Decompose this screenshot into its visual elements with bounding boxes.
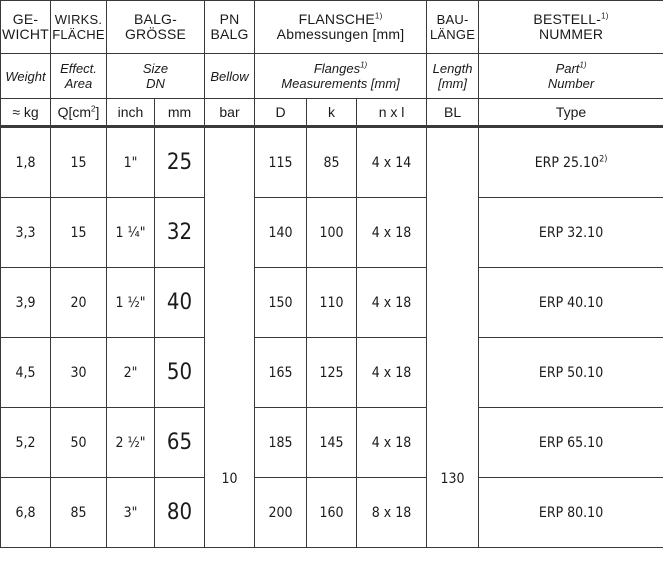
header-pn-en: Bellow <box>205 54 255 99</box>
cell-area: 50 <box>51 408 107 478</box>
cell-mm: 40 <box>155 268 205 338</box>
unit-bar: bar <box>205 99 255 127</box>
cell-inch: 1 ½" <box>107 268 155 338</box>
unit-mm: mm <box>155 99 205 127</box>
cell-area: 30 <box>51 338 107 408</box>
cell-d: 200 <box>255 478 307 548</box>
table-row <box>1 338 663 408</box>
header-pn: PN BALG <box>205 1 255 54</box>
header-order-en: Part$^{1)}$ Number <box>479 54 663 99</box>
header-length-en: Length [mm] <box>427 54 479 99</box>
cell-k: 160 <box>307 478 357 548</box>
table-row <box>1 408 663 478</box>
cell-type: ERP 32.10 <box>479 198 663 268</box>
cell-type: ERP 25.10$^{2)}$ <box>479 127 663 198</box>
cell-mm: 65 <box>155 408 205 478</box>
cell-nxl: 8 x 18 <box>357 478 427 548</box>
table-row <box>1 478 663 548</box>
cell-kg: 3,9 <box>1 268 51 338</box>
unit-nxl: n x l <box>357 99 427 127</box>
cell-type: ERP 40.10 <box>479 268 663 338</box>
cell-mm: 25 <box>155 127 205 198</box>
cell-inch: 2" <box>107 338 155 408</box>
cell-kg: 5,2 <box>1 408 51 478</box>
cell-d: 115 <box>255 127 307 198</box>
header-area: WIRKS. FLÄCHE <box>51 1 107 54</box>
header-weight: GE- WICHT <box>1 1 51 54</box>
table-row <box>1 268 663 338</box>
table-row <box>1 198 663 268</box>
unit-d: D <box>255 99 307 127</box>
cell-type: ERP 65.10 <box>479 408 663 478</box>
header-area-en: Effect. Area <box>51 54 107 99</box>
cell-type: ERP 80.10 <box>479 478 663 548</box>
header-size-en: Size DN <box>107 54 205 99</box>
header-length: BAU- LÄNGE <box>427 1 479 54</box>
cell-inch: 1" <box>107 127 155 198</box>
unit-type: Type <box>479 99 663 127</box>
cell-nxl: 4 x 18 <box>357 198 427 268</box>
cell-k: 145 <box>307 408 357 478</box>
cell-type: ERP 50.10 <box>479 338 663 408</box>
cell-mm: 32 <box>155 198 205 268</box>
cell-k: 85 <box>307 127 357 198</box>
cell-inch: 1 ¼" <box>107 198 155 268</box>
cell-k: 125 <box>307 338 357 408</box>
header-size: BALG- GRÖSSE <box>107 1 205 54</box>
cell-area: 15 <box>51 127 107 198</box>
cell-inch: 3" <box>107 478 155 548</box>
cell-area: 20 <box>51 268 107 338</box>
cell-area: 15 <box>51 198 107 268</box>
unit-area: $Q[cm^2]$ <box>51 99 107 127</box>
unit-bl: BL <box>427 99 479 127</box>
cell-d: 140 <box>255 198 307 268</box>
header-order: BESTELL-$^{1)}$ NUMMER <box>479 1 663 54</box>
header-weight-en: Weight <box>1 54 51 99</box>
cell-kg: 1,8 <box>1 127 51 198</box>
cell-kg: 4,5 <box>1 338 51 408</box>
cell-nxl: 4 x 18 <box>357 338 427 408</box>
cell-k: 110 <box>307 268 357 338</box>
cell-nxl: 4 x 18 <box>357 408 427 478</box>
cell-kg: 3,3 <box>1 198 51 268</box>
cell-inch: 2 ½" <box>107 408 155 478</box>
unit-kg: ≈ kg <box>1 99 51 127</box>
cell-nxl: 4 x 18 <box>357 268 427 338</box>
cell-kg: 6,8 <box>1 478 51 548</box>
cell-d: 150 <box>255 268 307 338</box>
header-flange: FLANSCHE$^{1)}$ Abmessungen [mm] <box>255 1 427 54</box>
cell-d: 185 <box>255 408 307 478</box>
cell-d: 165 <box>255 338 307 408</box>
header-flange-en: Flanges$^{1)}$ Measurements [mm] <box>255 54 427 99</box>
cell-bl-shared: 130 <box>427 127 479 548</box>
cell-area: 85 <box>51 478 107 548</box>
table-row <box>1 127 663 198</box>
cell-nxl: 4 x 14 <box>357 127 427 198</box>
cell-k: 100 <box>307 198 357 268</box>
unit-inch: inch <box>107 99 155 127</box>
cell-mm: 50 <box>155 338 205 408</box>
unit-k: k <box>307 99 357 127</box>
cell-mm: 80 <box>155 478 205 548</box>
cell-pn-shared: 10 <box>205 127 255 548</box>
